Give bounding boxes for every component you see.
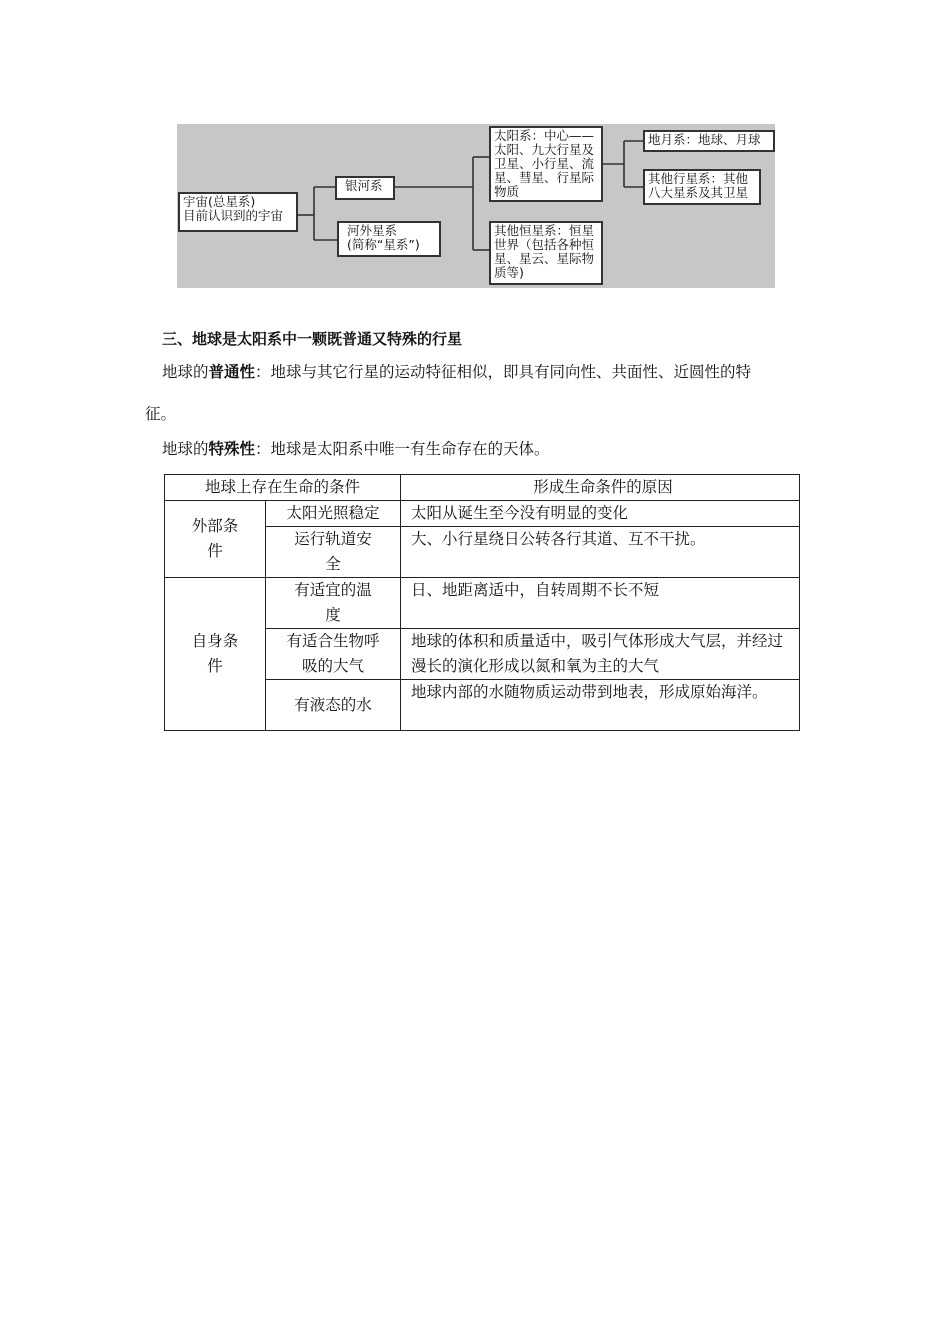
special-text: ：地球是太阳系中唯一有生命存在的天体。 [255, 440, 550, 458]
condition-cell: 太阳光照稳定 [266, 501, 401, 527]
reason-cell: 日、地距离适中，自转周期不长不短 [401, 578, 800, 629]
special-keyword: 特殊性 [208, 439, 256, 458]
reason-cell: 地球的体积和质量适中，吸引气体形成大气层，并经过漫长的演化形成以氮和氧为主的大气 [401, 629, 800, 680]
node-milky-way: 银河系 [335, 176, 395, 200]
header-reasons: 形成生命条件的原因 [401, 475, 800, 501]
condition-cell: 运行轨道安全 [266, 527, 401, 578]
table-row [165, 578, 800, 629]
ordinary-continuation: 征。 [145, 405, 177, 423]
condition-cell: 有适合生物呼吸的大气 [266, 629, 401, 680]
section-heading: 三、地球是太阳系中一颗既普通又特殊的行星 [162, 330, 463, 348]
condition-cell: 有适宜的温度 [266, 578, 401, 629]
external-conditions-label: 外部条件 [165, 501, 266, 578]
ordinary-paragraph [162, 362, 751, 382]
ordinary-keyword: 普通性 [208, 362, 256, 381]
node-other-star-systems: 其他恒星系：恒星 世界（包括各种恒 星、星云、星际物 质等) [489, 221, 603, 285]
reason-cell: 太阳从诞生至今没有明显的变化 [401, 501, 800, 527]
table-row [165, 501, 800, 527]
ordinary-text: ：地球与其它行星的运动特征相似，即具有同向性、共面性、近圆性的特 [255, 363, 752, 381]
node-universe: 宇宙(总星系) 目前认识到的宇宙 [178, 192, 298, 232]
condition-cell: 有液态的水 [266, 680, 401, 731]
reason-cell: 大、小行星绕日公转各行其道、互不干扰。 [401, 527, 800, 578]
table-header-row [165, 475, 800, 501]
special-paragraph [162, 439, 550, 459]
header-conditions: 地球上存在生命的条件 [165, 475, 401, 501]
life-conditions-table [164, 474, 800, 731]
reason-cell: 地球内部的水随物质运动带到地表，形成原始海洋。 [401, 680, 800, 731]
node-solar-system: 太阳系：中心—— 太阳、九大行星及 卫星、小行星、流 星、彗星、行星际 物质 [489, 126, 603, 202]
ordinary-prefix: 地球的 [162, 363, 209, 381]
internal-conditions-label: 自身条件 [165, 578, 266, 731]
node-earth-moon-system: 地月系：地球、月球 [643, 130, 775, 152]
special-prefix: 地球的 [162, 440, 209, 458]
node-extragalactic: 河外星系 (简称“星系”) [337, 221, 441, 257]
node-other-planet-systems: 其他行星系：其他 八大星系及其卫星 [643, 169, 761, 205]
universe-structure-diagram [177, 124, 775, 288]
